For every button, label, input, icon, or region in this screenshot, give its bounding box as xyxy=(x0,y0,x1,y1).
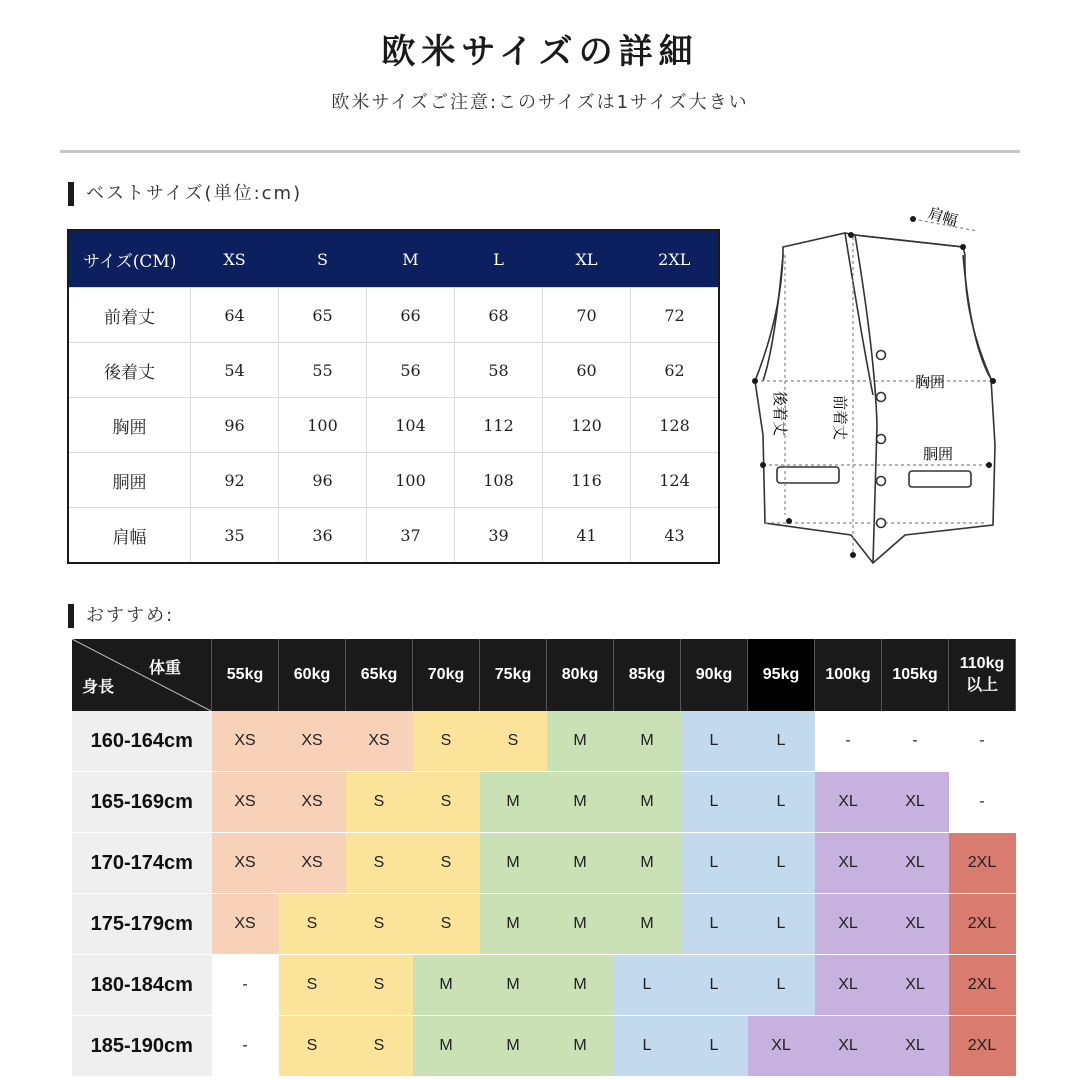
vest-lapel xyxy=(855,235,877,563)
size-cell: XL xyxy=(815,772,882,833)
size-cell: XS xyxy=(212,772,279,833)
recommend-header-row xyxy=(72,639,1016,711)
table-cell: 100 xyxy=(279,398,367,453)
size-cell: S xyxy=(413,833,480,894)
size-cell: L xyxy=(681,711,748,772)
size-cell: M xyxy=(547,894,614,955)
height-label: 180-184cm xyxy=(72,955,212,1016)
recommend-table xyxy=(72,639,1016,1077)
size-cell: 2XL xyxy=(949,894,1016,955)
size-cell: L xyxy=(681,894,748,955)
weight-header-cell: 60kg xyxy=(279,639,346,711)
size-cell: XS xyxy=(212,711,279,772)
table-row xyxy=(68,343,719,398)
vest-size-header-cell: XL xyxy=(543,230,631,288)
vest-button xyxy=(877,477,886,486)
size-cell: S xyxy=(346,955,413,1016)
vest-armhole-right xyxy=(963,255,991,379)
size-cell: XL xyxy=(882,833,949,894)
size-cell: S xyxy=(346,833,413,894)
size-cell: - xyxy=(882,711,949,772)
size-cell: S xyxy=(480,711,547,772)
row-label: 胴囲 xyxy=(68,453,191,508)
diagram-label-waist: 胴囲 xyxy=(923,445,954,463)
size-cell: L xyxy=(681,1016,748,1077)
weight-header-cell: 100kg xyxy=(815,639,882,711)
measure-dot xyxy=(986,462,992,468)
size-cell: L xyxy=(748,894,815,955)
measure-dot xyxy=(850,552,856,558)
size-cell: S xyxy=(413,894,480,955)
size-cell: M xyxy=(413,1016,480,1077)
size-cell: XL xyxy=(882,1016,949,1077)
size-cell: - xyxy=(212,1016,279,1077)
size-cell: L xyxy=(748,772,815,833)
diagram-label-front-length: 前着丈 xyxy=(831,395,849,441)
weight-header-cell: 70kg xyxy=(413,639,480,711)
size-cell: S xyxy=(413,711,480,772)
size-cell: M xyxy=(480,833,547,894)
size-cell: L xyxy=(681,772,748,833)
row-label: 肩幅 xyxy=(68,508,191,564)
table-cell: 62 xyxy=(631,343,720,398)
vest-size-table xyxy=(67,229,720,564)
size-cell: XL xyxy=(815,1016,882,1077)
measure-dot xyxy=(752,378,758,384)
table-cell: 41 xyxy=(543,508,631,564)
corner-weight-label: 体重 xyxy=(148,660,181,677)
table-cell: 100 xyxy=(367,453,455,508)
table-row xyxy=(68,398,719,453)
vest-collar-right xyxy=(855,235,963,247)
size-cell: M xyxy=(614,772,681,833)
height-label: 185-190cm xyxy=(72,1016,212,1077)
vest-armhole-left xyxy=(763,255,783,381)
weight-header-cell: 95kg xyxy=(748,639,815,711)
measure-dot xyxy=(910,216,916,222)
vest-button xyxy=(877,351,886,360)
size-cell: S xyxy=(413,772,480,833)
measure-dot xyxy=(990,378,996,384)
table-cell: 58 xyxy=(455,343,543,398)
weight-header-cell: 105kg xyxy=(882,639,949,711)
row-label: 胸囲 xyxy=(68,398,191,453)
size-cell: M xyxy=(480,955,547,1016)
vest-button xyxy=(877,519,886,528)
size-cell: 2XL xyxy=(949,1016,1016,1077)
table-cell: 36 xyxy=(279,508,367,564)
size-cell: XS xyxy=(212,833,279,894)
size-cell: S xyxy=(279,1016,346,1077)
table-cell: 68 xyxy=(455,288,543,343)
table-cell: 55 xyxy=(279,343,367,398)
table-cell: 56 xyxy=(367,343,455,398)
size-cell: XS xyxy=(279,711,346,772)
table-row xyxy=(72,772,1016,833)
table-row xyxy=(68,453,719,508)
size-cell: S xyxy=(279,955,346,1016)
size-cell: XL xyxy=(748,1016,815,1077)
table-row xyxy=(72,955,1016,1016)
height-label: 175-179cm xyxy=(72,894,212,955)
size-cell: M xyxy=(480,894,547,955)
table-cell: 116 xyxy=(543,453,631,508)
table-cell: 35 xyxy=(191,508,279,564)
table-cell: 60 xyxy=(543,343,631,398)
table-cell: 124 xyxy=(631,453,720,508)
size-cell: M xyxy=(614,711,681,772)
page-title: 欧米サイズの詳細 xyxy=(381,32,699,72)
vest-diagram xyxy=(745,195,1010,575)
table-cell: 43 xyxy=(631,508,720,564)
size-cell: XL xyxy=(815,955,882,1016)
vest-size-body xyxy=(68,288,719,564)
weight-header-cell: 55kg xyxy=(212,639,279,711)
vest-button xyxy=(877,393,886,402)
vest-pocket-left xyxy=(777,467,839,483)
vest-button xyxy=(877,435,886,444)
weight-header-cell: 90kg xyxy=(681,639,748,711)
size-cell: L xyxy=(681,833,748,894)
size-cell: M xyxy=(413,955,480,1016)
table-row xyxy=(68,508,719,564)
row-label: 後着丈 xyxy=(68,343,191,398)
size-cell: M xyxy=(614,833,681,894)
table-cell: 39 xyxy=(455,508,543,564)
table-cell: 128 xyxy=(631,398,720,453)
size-cell: - xyxy=(949,772,1016,833)
row-label: 前着丈 xyxy=(68,288,191,343)
diagram-label-shoulder: 肩幅 xyxy=(925,203,960,231)
size-cell: 2XL xyxy=(949,955,1016,1016)
table-cell: 66 xyxy=(367,288,455,343)
table-cell: 104 xyxy=(367,398,455,453)
size-cell: M xyxy=(547,1016,614,1077)
size-cell: S xyxy=(279,894,346,955)
height-label: 165-169cm xyxy=(72,772,212,833)
table-cell: 65 xyxy=(279,288,367,343)
weight-header-cell: 75kg xyxy=(480,639,547,711)
table-row xyxy=(68,288,719,343)
size-cell: XL xyxy=(815,833,882,894)
size-cell: XL xyxy=(882,772,949,833)
weight-header-cell: 80kg xyxy=(547,639,614,711)
table-row xyxy=(72,711,1016,772)
table-row xyxy=(72,833,1016,894)
height-label: 170-174cm xyxy=(72,833,212,894)
size-cell: XS xyxy=(212,894,279,955)
vest-size-header-cell: S xyxy=(279,230,367,288)
diagram-label-chest: 胸囲 xyxy=(915,373,946,391)
table-cell: 108 xyxy=(455,453,543,508)
measure-dot xyxy=(760,462,766,468)
vest-size-header-cell: L xyxy=(455,230,543,288)
size-cell: XL xyxy=(815,894,882,955)
height-label: 160-164cm xyxy=(72,711,212,772)
table-row xyxy=(72,1016,1016,1077)
size-cell: M xyxy=(480,1016,547,1077)
size-cell: S xyxy=(346,1016,413,1077)
corner-height-label: 身長 xyxy=(82,679,115,696)
size-cell: L xyxy=(748,833,815,894)
size-cell: M xyxy=(614,894,681,955)
recommend-heading: おすすめ: xyxy=(68,604,174,628)
size-cell: L xyxy=(614,1016,681,1077)
size-cell: XS xyxy=(346,711,413,772)
corner-cell xyxy=(72,639,212,711)
size-cell: M xyxy=(547,955,614,1016)
size-cell: M xyxy=(547,711,614,772)
table-cell: 120 xyxy=(543,398,631,453)
size-cell: - xyxy=(212,955,279,1016)
vest-pocket-right xyxy=(909,471,971,487)
size-cell: XS xyxy=(279,833,346,894)
size-cell: 2XL xyxy=(949,833,1016,894)
divider xyxy=(60,150,1020,153)
measure-dot xyxy=(848,232,854,238)
measure-dot xyxy=(960,244,966,250)
table-cell: 70 xyxy=(543,288,631,343)
table-cell: 54 xyxy=(191,343,279,398)
size-cell: XS xyxy=(279,772,346,833)
size-cell: S xyxy=(346,894,413,955)
table-cell: 96 xyxy=(191,398,279,453)
table-cell: 92 xyxy=(191,453,279,508)
size-cell: M xyxy=(547,772,614,833)
size-cell: M xyxy=(480,772,547,833)
diagram-label-back-length: 後着丈 xyxy=(771,391,789,437)
page-subtitle: 欧米サイズご注意:このサイズは1サイズ大きい xyxy=(331,92,749,113)
weight-header-cell: 85kg xyxy=(614,639,681,711)
size-cell: L xyxy=(614,955,681,1016)
size-cell: XL xyxy=(882,955,949,1016)
vest-size-header-cell: XS xyxy=(191,230,279,288)
table-cell: 37 xyxy=(367,508,455,564)
size-cell: - xyxy=(815,711,882,772)
vest-size-header-cell: 2XL xyxy=(631,230,720,288)
table-cell: 72 xyxy=(631,288,720,343)
vest-size-header-cell: M xyxy=(367,230,455,288)
size-cell: - xyxy=(949,711,1016,772)
vest-size-header-label: サイズ(CM) xyxy=(68,230,191,288)
vest-size-header-row xyxy=(68,230,719,288)
size-cell: L xyxy=(681,955,748,1016)
weight-header-cell: 110kg 以上 xyxy=(949,639,1016,711)
measure-dot xyxy=(786,518,792,524)
size-cell: M xyxy=(547,833,614,894)
table-cell: 112 xyxy=(455,398,543,453)
size-cell: S xyxy=(346,772,413,833)
recommend-body xyxy=(72,711,1016,1077)
weight-header-cell: 65kg xyxy=(346,639,413,711)
vest-size-heading: ベストサイズ(単位:cm) xyxy=(68,182,302,206)
table-row xyxy=(72,894,1016,955)
size-cell: L xyxy=(748,955,815,1016)
size-cell: XL xyxy=(882,894,949,955)
table-cell: 64 xyxy=(191,288,279,343)
table-cell: 96 xyxy=(279,453,367,508)
size-cell: L xyxy=(748,711,815,772)
